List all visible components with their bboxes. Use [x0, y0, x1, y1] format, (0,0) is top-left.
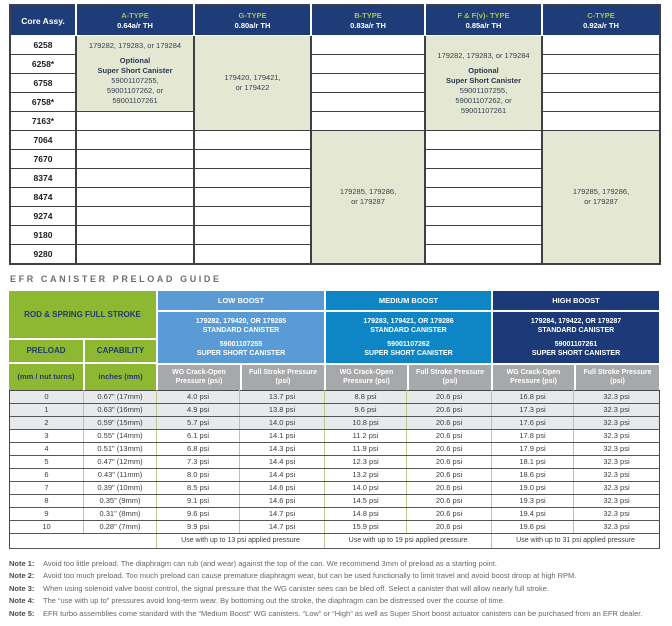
units-row: [9, 362, 156, 390]
empty-cell: [76, 112, 194, 131]
empty-cell: [542, 74, 660, 93]
pressure-cell: 14.3 psi: [240, 442, 325, 455]
capability-units-label: inches (mm): [83, 364, 156, 390]
pressure-cell: 8.0 psi: [157, 468, 240, 481]
pressure-cell: 11.9 psi: [325, 442, 407, 455]
pressure-cell: 20.6 psi: [407, 390, 492, 403]
pressure-cell: 32.3 psi: [574, 520, 660, 533]
empty-cell: [425, 207, 542, 226]
preload-cell: 5: [10, 455, 84, 468]
capability-cell: 0.31" (8mm): [84, 507, 157, 520]
core-assy-cell: 6758*: [10, 93, 76, 112]
preload-row: [10, 416, 660, 429]
pressure-cell: 20.6 psi: [407, 520, 492, 533]
capability-column-label: CAPABILITY: [83, 340, 156, 362]
canister-info-line: 179284, 179422, OR 179287: [530, 317, 622, 325]
pressure-cell: 8.5 psi: [157, 481, 240, 494]
pressure-subheader-cell: WG Crack-Open Pressure (psi): [506, 369, 561, 385]
g-type-canister-cell: [194, 36, 311, 131]
canister-table-header-row: [10, 5, 660, 36]
pressure-subheader-row: [326, 363, 491, 390]
note-label: Note 1:: [9, 558, 35, 568]
super-short-label: Super Short Canister: [97, 66, 173, 75]
empty-cell: [311, 112, 425, 131]
capability-cell: 0.67" (17mm): [84, 390, 157, 403]
preload-row: [10, 455, 660, 468]
standard-part-numbers: or 179422: [235, 83, 270, 92]
pressure-cell: 32.3 psi: [574, 429, 660, 442]
rod-spring-full-stroke-label: ROD & SPRING FULL STROKE: [24, 309, 141, 319]
pressure-cell: 14.5 psi: [325, 494, 407, 507]
column-header-f-type: [425, 5, 542, 36]
canister-info-line: STANDARD CANISTER: [370, 327, 447, 334]
empty-cell: [194, 245, 311, 264]
pressure-cell: 8.8 psi: [325, 390, 407, 403]
pressure-cell: 4.9 psi: [157, 403, 240, 416]
short-part-number: 59001107261: [460, 105, 507, 115]
canister-info-line: 59001107261: [554, 340, 598, 348]
pressure-cell: 20.6 psi: [407, 442, 492, 455]
note-item: [9, 558, 661, 569]
note-text: Avoid too much preload. Too much preload can cause premature diaphragm wear, but can be used functionally to limit travel and avoid boost droop at high RPM.: [43, 571, 577, 580]
empty-cell: [542, 112, 660, 131]
empty-cell: [76, 207, 194, 226]
empty-cell: [542, 55, 660, 74]
pressure-cell: 15.9 psi: [325, 520, 407, 533]
empty-cell: [425, 188, 542, 207]
capability-cell: 0.51" (13mm): [84, 442, 157, 455]
boost-level-label: HIGH BOOST: [493, 291, 659, 310]
usage-note-cell: Use with up to 13 psi applied pressure: [157, 533, 325, 548]
note-item: [9, 608, 661, 619]
empty-cell: [76, 131, 194, 150]
empty-cell: [311, 55, 425, 74]
pressure-cell: 32.3 psi: [574, 416, 660, 429]
empty-cell: [542, 93, 660, 112]
column-header-g-type: [194, 5, 311, 36]
standard-part-numbers: 179285, 179286,: [339, 186, 397, 196]
pressure-cell: 14.6 psi: [240, 494, 325, 507]
empty-cell: [76, 150, 194, 169]
capability-cell: 0.55" (14mm): [84, 429, 157, 442]
pressure-cell: 32.3 psi: [574, 442, 660, 455]
pressure-cell: 9.6 psi: [325, 403, 407, 416]
standard-part-numbers: or 179287: [351, 196, 385, 206]
capability-cell: 0.59" (15mm): [84, 416, 157, 429]
canister-info-line: 59001107255: [219, 340, 263, 348]
preload-guide-table: [9, 390, 660, 549]
preload-row: [10, 390, 660, 403]
preload-table-body: [10, 390, 660, 548]
note-label: Note 4:: [9, 596, 35, 605]
usage-footer-row: [10, 533, 660, 548]
note-item: [9, 570, 661, 581]
pressure-cell: 7.3 psi: [157, 455, 240, 468]
pressure-cell: 17.3 psi: [492, 403, 574, 416]
canister-info-line: STANDARD CANISTER: [202, 327, 280, 334]
boost-canister-info: [326, 310, 491, 363]
preload-cell: 10: [10, 520, 84, 533]
core-assy-cell: 7064: [10, 131, 76, 150]
empty-cell: [76, 188, 194, 207]
preload-row: [10, 481, 660, 494]
pressure-subheader-row: [158, 363, 324, 390]
canister-info-line: SUPER SHORT CANISTER: [364, 350, 453, 357]
pressure-cell: 13.2 psi: [325, 468, 407, 481]
column-header-a-type: [76, 5, 194, 36]
pressure-cell: 32.3 psi: [574, 481, 660, 494]
pressure-subheader-cell: WG Crack-Open Pressure (psi): [172, 369, 226, 385]
empty-cell: [542, 36, 660, 55]
note-label: Note 3:: [9, 583, 35, 593]
rod-spring-header-block: [9, 291, 156, 390]
short-part-number: 59001107261: [112, 96, 158, 105]
capability-cell: 0.47" (12mm): [84, 455, 157, 468]
empty-cell: [425, 150, 542, 169]
preload-cell: 0: [10, 390, 84, 403]
boost-group: [491, 291, 659, 390]
empty-cell: [311, 36, 425, 55]
pressure-subheader-cell: Full Stroke Pressure (psi): [407, 365, 491, 390]
empty-cell: [311, 93, 425, 112]
boost-level-label: LOW BOOST: [158, 291, 324, 310]
notes: [9, 558, 661, 619]
note-item: [9, 583, 661, 594]
canister-info-line: 179283, 179421, OR 179286: [363, 317, 454, 325]
boost-canister-info: [493, 310, 659, 363]
pressure-cell: 4.0 psi: [157, 390, 240, 403]
empty-cell: [194, 207, 311, 226]
note-text: EFR turbo assemblies come standard with the “Medium Boost” WG canisters. “Low” or “High” as well as Super Short boost actuator canisters can be purchased from an EFR dealer.: [43, 608, 643, 618]
standard-part-numbers: 179282, 179283, or 179284: [88, 41, 182, 50]
core-assy-cell: 9274: [10, 207, 76, 226]
pressure-cell: 6.8 psi: [157, 442, 240, 455]
standard-part-numbers: or 179287: [584, 196, 618, 206]
canister-info-line: STANDARD CANISTER: [537, 327, 615, 334]
pressure-cell: 20.6 psi: [407, 416, 492, 429]
preload-row: [10, 403, 660, 416]
pressure-cell: 14.6 psi: [240, 481, 325, 494]
note-text: The “use with up to” pressures avoid long-term wear. By bottoming out the stroke, the diaphragm can be distressed over the course of time.: [43, 596, 505, 605]
boost-group: [324, 291, 491, 390]
type-size-label: 0.64a/r TH: [117, 21, 153, 30]
pressure-cell: 11.2 psi: [325, 429, 407, 442]
preload-row: [10, 494, 660, 507]
canister-info-line: 179282, 179420, OR 179285: [195, 317, 287, 325]
preload-row: [10, 442, 660, 455]
empty-cell: [76, 226, 194, 245]
empty-cell: [425, 226, 542, 245]
usage-note-cell: Use with up to 31 psi applied pressure: [492, 533, 660, 548]
pressure-cell: 14.7 psi: [240, 520, 325, 533]
core-assy-cell: 6258*: [10, 55, 76, 74]
core-assy-cell: 6758: [10, 74, 76, 93]
pressure-cell: 32.3 psi: [574, 507, 660, 520]
preload-guide-header: [9, 291, 659, 390]
empty-cell: [425, 169, 542, 188]
pressure-cell: 20.6 psi: [407, 507, 492, 520]
preload-guide-title: EFR CANISTER PRELOAD GUIDE: [10, 273, 222, 284]
pressure-cell: 14.8 psi: [325, 507, 407, 520]
preload-cell: 3: [10, 429, 84, 442]
core-assy-cell: 7670: [10, 150, 76, 169]
usage-note-cell: Use with up to 19 psi applied pressure: [325, 533, 492, 548]
pressure-cell: 20.6 psi: [407, 468, 492, 481]
preload-capability-row: [9, 338, 156, 362]
pressure-subheader-cell: WG Crack-Open Pressure (psi): [339, 369, 394, 385]
boost-groups: [156, 291, 659, 390]
capability-cell: 0.35" (9mm): [84, 494, 157, 507]
pressure-cell: 14.7 psi: [240, 507, 325, 520]
note-text: Avoid too little preload. The diaphragm can rub (and wear) against the top of the can. We recommend 3mm of preload as a starting point.: [43, 558, 498, 568]
canister-info-line: SUPER SHORT CANISTER: [196, 350, 286, 357]
type-size-label: 0.85a/r TH: [465, 21, 502, 30]
empty-cell: [76, 169, 194, 188]
standard-part-numbers: 179285, 179286,: [572, 186, 630, 196]
preload-cell: 9: [10, 507, 84, 520]
boost-group: [156, 291, 324, 390]
pressure-cell: 10.8 psi: [325, 416, 407, 429]
column-header-b-type: [311, 5, 425, 36]
super-short-label: Super Short Canister: [445, 75, 521, 85]
b-type-canister-cell: [311, 131, 425, 264]
short-part-number: 59001107262, or: [106, 86, 164, 95]
pressure-cell: 17.6 psi: [492, 416, 574, 429]
pressure-cell: 9.9 psi: [157, 520, 240, 533]
pressure-cell: 6.1 psi: [157, 429, 240, 442]
core-row-7163s: [10, 112, 660, 131]
type-name-label: B-TYPE: [354, 11, 382, 20]
pressure-cell: 16.8 psi: [492, 390, 574, 403]
core-assy-cell: 9180: [10, 226, 76, 245]
footer-empty-cell: [10, 533, 157, 548]
pressure-cell: 13.7 psi: [240, 390, 325, 403]
empty-cell: [76, 245, 194, 264]
type-name-label: G-TYPE: [238, 11, 267, 20]
pressure-cell: 14.0 psi: [240, 416, 325, 429]
note-label: Note 2:: [9, 571, 35, 580]
boost-canister-info: [158, 310, 324, 363]
pressure-subheader-cell: Full Stroke Pressure (psi): [574, 365, 659, 390]
pressure-cell: 32.3 psi: [574, 403, 660, 416]
pressure-cell: 19.6 psi: [492, 520, 574, 533]
type-name-label: A-TYPE: [121, 11, 149, 20]
pressure-cell: 14.0 psi: [325, 481, 407, 494]
pressure-cell: 13.8 psi: [240, 403, 325, 416]
pressure-cell: 20.6 psi: [407, 455, 492, 468]
pressure-cell: 20.6 psi: [407, 481, 492, 494]
preload-column-label: PRELOAD: [26, 346, 66, 355]
preload-row: [10, 520, 660, 533]
core-assy-cell: 9280: [10, 245, 76, 264]
core-row-6258: [10, 36, 660, 55]
pressure-cell: 9.6 psi: [157, 507, 240, 520]
preload-row: [10, 429, 660, 442]
core-row-7064: [10, 131, 660, 150]
pressure-subheader-cell: Full Stroke Pressure (psi): [240, 365, 324, 390]
preload-cell: 2: [10, 416, 84, 429]
short-part-number: 59001107262, or: [455, 95, 512, 105]
empty-cell: [194, 131, 311, 150]
core-assy-cell: 8474: [10, 188, 76, 207]
empty-cell: [425, 245, 542, 264]
canister-application-table: [9, 4, 661, 265]
pressure-cell: 32.3 psi: [574, 494, 660, 507]
optional-label: Optional: [468, 65, 499, 75]
empty-cell: [311, 74, 425, 93]
note-item: [9, 595, 661, 606]
preload-cell: 8: [10, 494, 84, 507]
type-name-label: C-TYPE: [587, 11, 615, 20]
type-name-label: F & F(v)- TYPE: [457, 11, 510, 20]
c-type-canister-cell: [542, 131, 660, 264]
preload-units-label: (mm / nut turns): [17, 372, 75, 381]
type-size-label: 0.83a/r TH: [350, 21, 386, 30]
empty-cell: [425, 131, 542, 150]
preload-row: [10, 468, 660, 481]
empty-cell: [194, 188, 311, 207]
pressure-cell: 12.3 psi: [325, 455, 407, 468]
pressure-cell: 19.3 psi: [492, 494, 574, 507]
core-assy-cell: 7163*: [10, 112, 76, 131]
pressure-cell: 32.3 psi: [574, 455, 660, 468]
canister-info-line: 59001107262: [387, 340, 430, 348]
standard-part-numbers: 179282, 179283, or 179284: [437, 50, 530, 60]
pressure-cell: 9.1 psi: [157, 494, 240, 507]
pressure-cell: 20.6 psi: [407, 403, 492, 416]
pressure-cell: 17.8 psi: [492, 429, 574, 442]
preload-cell: 1: [10, 403, 84, 416]
short-part-number: 59001107255,: [459, 85, 508, 95]
pressure-cell: 32.3 psi: [574, 390, 660, 403]
note-label: Note 5:: [9, 608, 35, 618]
preload-row: [10, 507, 660, 520]
capability-cell: 0.43" (11mm): [84, 468, 157, 481]
core-assy-cell: 8374: [10, 169, 76, 188]
preload-cell: 4: [10, 442, 84, 455]
core-assy-cell: 6258: [10, 36, 76, 55]
pressure-cell: 32.3 psi: [574, 468, 660, 481]
empty-cell: [194, 169, 311, 188]
canister-info-line: SUPER SHORT CANISTER: [531, 350, 621, 357]
note-text: When using solenoid valve boost control, the signal pressure that the WG canister sees can be bled off. Select a canister that will allow nearly full stroke.: [43, 583, 549, 593]
capability-cell: 0.63" (16mm): [84, 403, 157, 416]
pressure-cell: 20.6 psi: [407, 494, 492, 507]
pressure-cell: 14.1 psi: [240, 429, 325, 442]
pressure-cell: 14.4 psi: [240, 468, 325, 481]
short-part-number: 59001107255,: [111, 76, 159, 85]
pressure-cell: 19.0 psi: [492, 481, 574, 494]
empty-cell: [194, 226, 311, 245]
pressure-subheader-row: [493, 363, 659, 390]
type-size-label: 0.80a/r TH: [234, 21, 271, 30]
preload-cell: 7: [10, 481, 84, 494]
boost-level-label: MEDIUM BOOST: [326, 291, 491, 310]
pressure-cell: 5.7 psi: [157, 416, 240, 429]
pressure-cell: 18.6 psi: [492, 468, 574, 481]
capability-cell: 0.39" (10mm): [84, 481, 157, 494]
preload-cell: 6: [10, 468, 84, 481]
type-size-label: 0.92a/r TH: [583, 21, 619, 30]
pressure-cell: 19.4 psi: [492, 507, 574, 520]
a-type-canister-cell: [76, 36, 194, 112]
pressure-cell: 17.9 psi: [492, 442, 574, 455]
pressure-cell: 18.1 psi: [492, 455, 574, 468]
optional-label: Optional: [119, 56, 151, 65]
pressure-cell: 14.4 psi: [240, 455, 325, 468]
standard-part-numbers: 179420, 179421,: [224, 73, 281, 82]
empty-cell: [194, 150, 311, 169]
column-header-c-type: [542, 5, 660, 36]
core-assy-header: Core Assy.: [10, 5, 76, 36]
pressure-cell: 20.6 psi: [407, 429, 492, 442]
f-type-canister-cell: [425, 36, 542, 131]
capability-cell: 0.28" (7mm): [84, 520, 157, 533]
